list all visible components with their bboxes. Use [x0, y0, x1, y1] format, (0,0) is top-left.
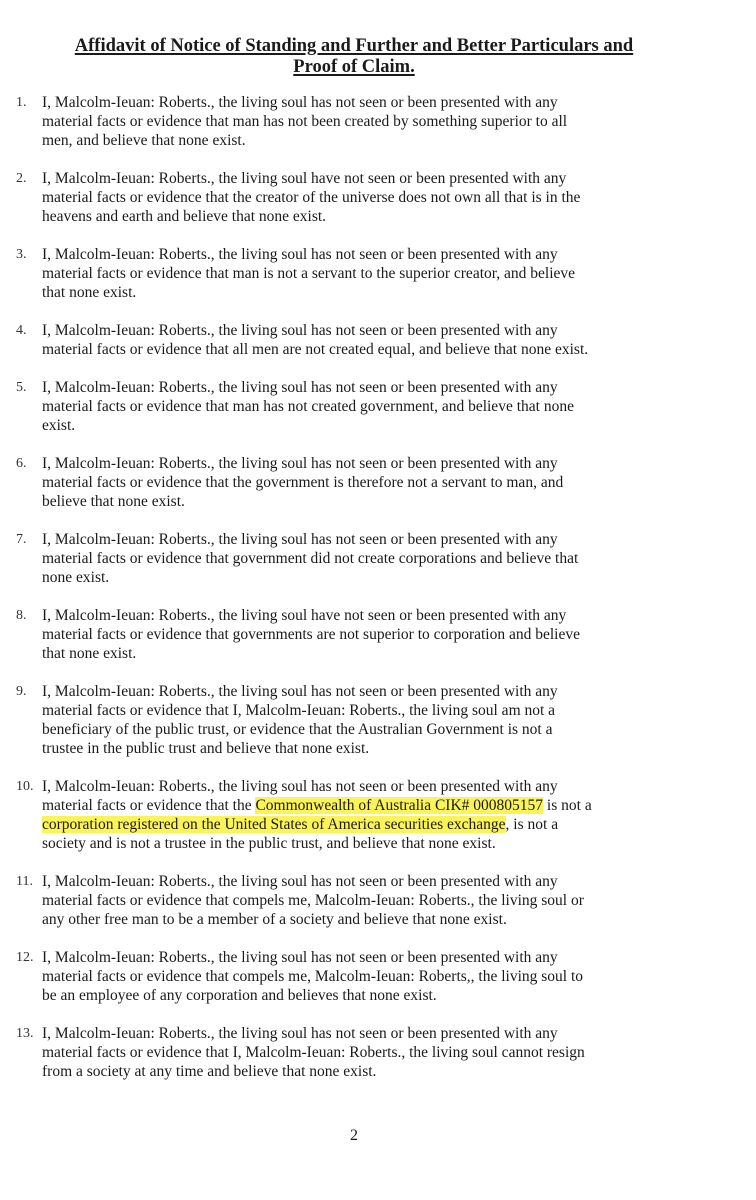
clause-12	[0, 948, 756, 1005]
clause-number: 7.	[16, 532, 27, 547]
clause-number: 11.	[16, 874, 33, 889]
clause-text: I, Malcolm-Ieuan: Roberts., the living soul have not seen or been presented with any material facts or evidence that governments are not superior to corporation and believe that none exist.	[42, 607, 580, 662]
clause-text-part: , is not a society and is not a trustee in the public trust, and believe that none exist.	[42, 816, 559, 852]
clause-7	[0, 530, 756, 587]
clause-number: 13.	[16, 1026, 34, 1041]
clause-number: 5.	[16, 380, 27, 395]
clause-number: 3.	[16, 247, 27, 262]
clause-number: 1.	[16, 95, 27, 110]
clause-text: I, Malcolm-Ieuan: Roberts., the living soul have not seen or been presented with any material facts or evidence that the creator of the universe does not own all that is in the heavens and earth and believe that none exist.	[42, 170, 581, 225]
clause-10	[0, 777, 756, 853]
affidavit-clauses	[0, 93, 756, 1100]
clause-6	[0, 454, 756, 511]
clause-number: 12.	[16, 950, 34, 965]
clause-number: 10.	[16, 779, 34, 794]
clause-13	[0, 1024, 756, 1081]
page-number: 2	[350, 1127, 358, 1144]
clause-number: 4.	[16, 323, 27, 338]
highlighted-text: corporation registered on the United States of America securities exchange	[42, 816, 506, 833]
clause-text: I, Malcolm-Ieuan: Roberts., the living soul has not seen or been presented with any material facts or evidence that man has not created government, and believe that none exist.	[42, 379, 574, 434]
clause-text: I, Malcolm-Ieuan: Roberts., the living soul has not seen or been presented with any material facts or evidence that man is not a servant to the superior creator, and believe that none exist.	[42, 246, 576, 301]
clause-11	[0, 872, 756, 929]
clause-text: I, Malcolm-Ieuan: Roberts., the living soul has not seen or been presented with any material facts or evidence that the government is therefore not a servant to man, and believe that none exist.	[42, 455, 564, 510]
clause-number: 2.	[16, 171, 27, 186]
document-title-line-2: Proof of Claim.	[293, 57, 415, 77]
clause-text: I, Malcolm-Ieuan: Roberts., the living soul has not seen or been presented with any material facts or evidence that I, Malcolm-Ieuan: Roberts., the living soul cannot resign from a society at any time and believe that none exist.	[42, 1025, 585, 1080]
clause-number: 6.	[16, 456, 27, 471]
clause-8	[0, 606, 756, 663]
document-title	[0, 36, 708, 78]
clause-number: 8.	[16, 608, 27, 623]
clause-text: I, Malcolm-Ieuan: Roberts., the living soul has not seen or been presented with any material facts or evidence that man has not been created by something superior to all men, and believe that none exist.	[42, 94, 568, 149]
clause-text: I, Malcolm-Ieuan: Roberts., the living soul has not seen or been presented with any material facts or evidence that all men are not created equal, and believe that none exist.	[42, 322, 589, 358]
clause-text: I, Malcolm-Ieuan: Roberts., the living soul has not seen or been presented with any material facts or evidence that compels me, Malcolm-Ieuan: Roberts,, the living soul to be an employee of any corporation and believes that none exist.	[42, 949, 584, 1004]
highlighted-text: Commonwealth of Australia CIK# 000805157	[255, 797, 544, 814]
clause-2	[0, 169, 756, 226]
clause-text	[42, 777, 692, 853]
clause-text: I, Malcolm-Ieuan: Roberts., the living soul has not seen or been presented with any material facts or evidence that I, Malcolm-Ieuan: Roberts., the living soul am not a beneficiary of the public trust, or evidence that the Australian Government is not a trustee in the public trust and believe that none exist.	[42, 683, 558, 757]
clause-text-part: is not a	[546, 797, 592, 814]
clause-3	[0, 245, 756, 302]
clause-9	[0, 682, 756, 758]
clause-text: I, Malcolm-Ieuan: Roberts., the living soul has not seen or been presented with any material facts or evidence that government did not create corporations and believe that none exist.	[42, 531, 579, 586]
clause-1	[0, 93, 756, 150]
clause-text-part: I, Malcolm-Ieuan: Roberts., the living soul has not seen or been presented with any material facts or evidence that the	[42, 778, 558, 814]
clause-5	[0, 378, 756, 435]
clause-4	[0, 321, 756, 359]
clause-number: 9.	[16, 684, 27, 699]
document-title-line-1: Affidavit of Notice of Standing and Further and Better Particulars and	[74, 36, 634, 56]
clause-text: I, Malcolm-Ieuan: Roberts., the living soul has not seen or been presented with any material facts or evidence that compels me, Malcolm-Ieuan: Roberts., the living soul or any other free man to be a member of a society and believe that none exist.	[42, 873, 584, 928]
